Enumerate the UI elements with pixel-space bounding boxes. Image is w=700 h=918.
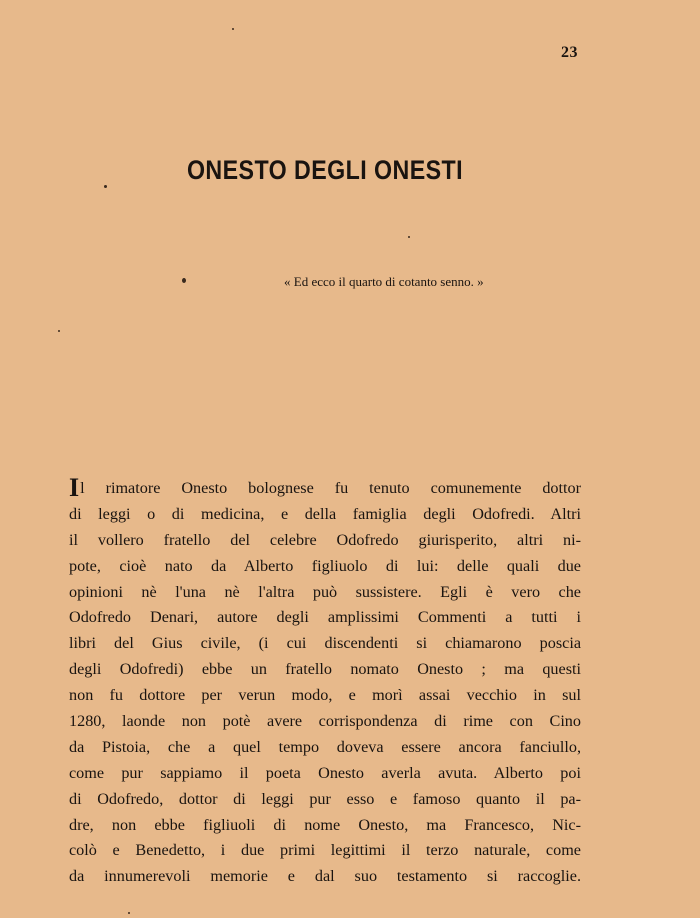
- body-paragraph: [69, 473, 581, 890]
- paper-speck: [58, 330, 60, 332]
- text-line: di leggi o di medicina, e della famiglia degli Odofredi. Altri: [69, 504, 581, 523]
- text-line: il vollero fratello del celebre Odofredo giurisperito, altri ni-: [69, 530, 581, 549]
- page-number: 23: [561, 44, 578, 61]
- text-line: [69, 473, 581, 502]
- text-line: di Odofredo, dottor di leggi pur esso e famoso quanto il pa-: [69, 789, 581, 808]
- paper-speck: [232, 28, 234, 30]
- text-line: da Pistoia, che a quel tempo doveva essere ancora fanciullo,: [69, 737, 581, 756]
- paper-speck: [104, 185, 107, 188]
- paper-speck: [128, 912, 130, 914]
- text-line: opinioni nè l'una nè l'altra può sussistere. Egli è vero che: [69, 582, 581, 601]
- text-line: pote, cioè nato da Alberto figliuolo di lui: delle quali due: [69, 556, 581, 575]
- text-line: libri del Gius civile, (i cui discendenti si chiamarono poscia: [69, 634, 581, 653]
- chapter-title: ONESTO DEGLI ONESTI: [186, 155, 464, 185]
- text-line: colò e Benedetto, i due primi legittimi il terzo naturale, come: [69, 841, 581, 860]
- text-line: degli Odofredi) ebbe un fratello nomato Onesto ; ma questi: [69, 660, 581, 679]
- text-line: 1280, laonde non potè avere corrispondenza di rime con Cino: [69, 712, 581, 731]
- text-line: non fu dottore per verun modo, e morì assai vecchio in sul: [69, 686, 581, 705]
- text-line: come pur sappiamo il poeta Onesto averla avuta. Alberto poi: [69, 763, 581, 782]
- text-line-content: l rimatore Onesto bolognese fu tenuto comunemente dottor: [80, 479, 581, 497]
- drop-cap: I: [69, 473, 80, 502]
- text-line: da innumerevoli memorie e dal suo testamento si raccoglie.: [69, 867, 581, 886]
- text-line: Odofredo Denari, autore degli amplissimi Commenti a tutti i: [69, 608, 581, 627]
- paper-speck: [408, 236, 410, 238]
- text-line: dre, non ebbe figliuoli di nome Onesto, ma Francesco, Nic-: [69, 815, 581, 834]
- epigraph-quote: « Ed ecco il quarto di cotanto senno. »: [284, 274, 484, 289]
- paper-speck: [182, 278, 186, 283]
